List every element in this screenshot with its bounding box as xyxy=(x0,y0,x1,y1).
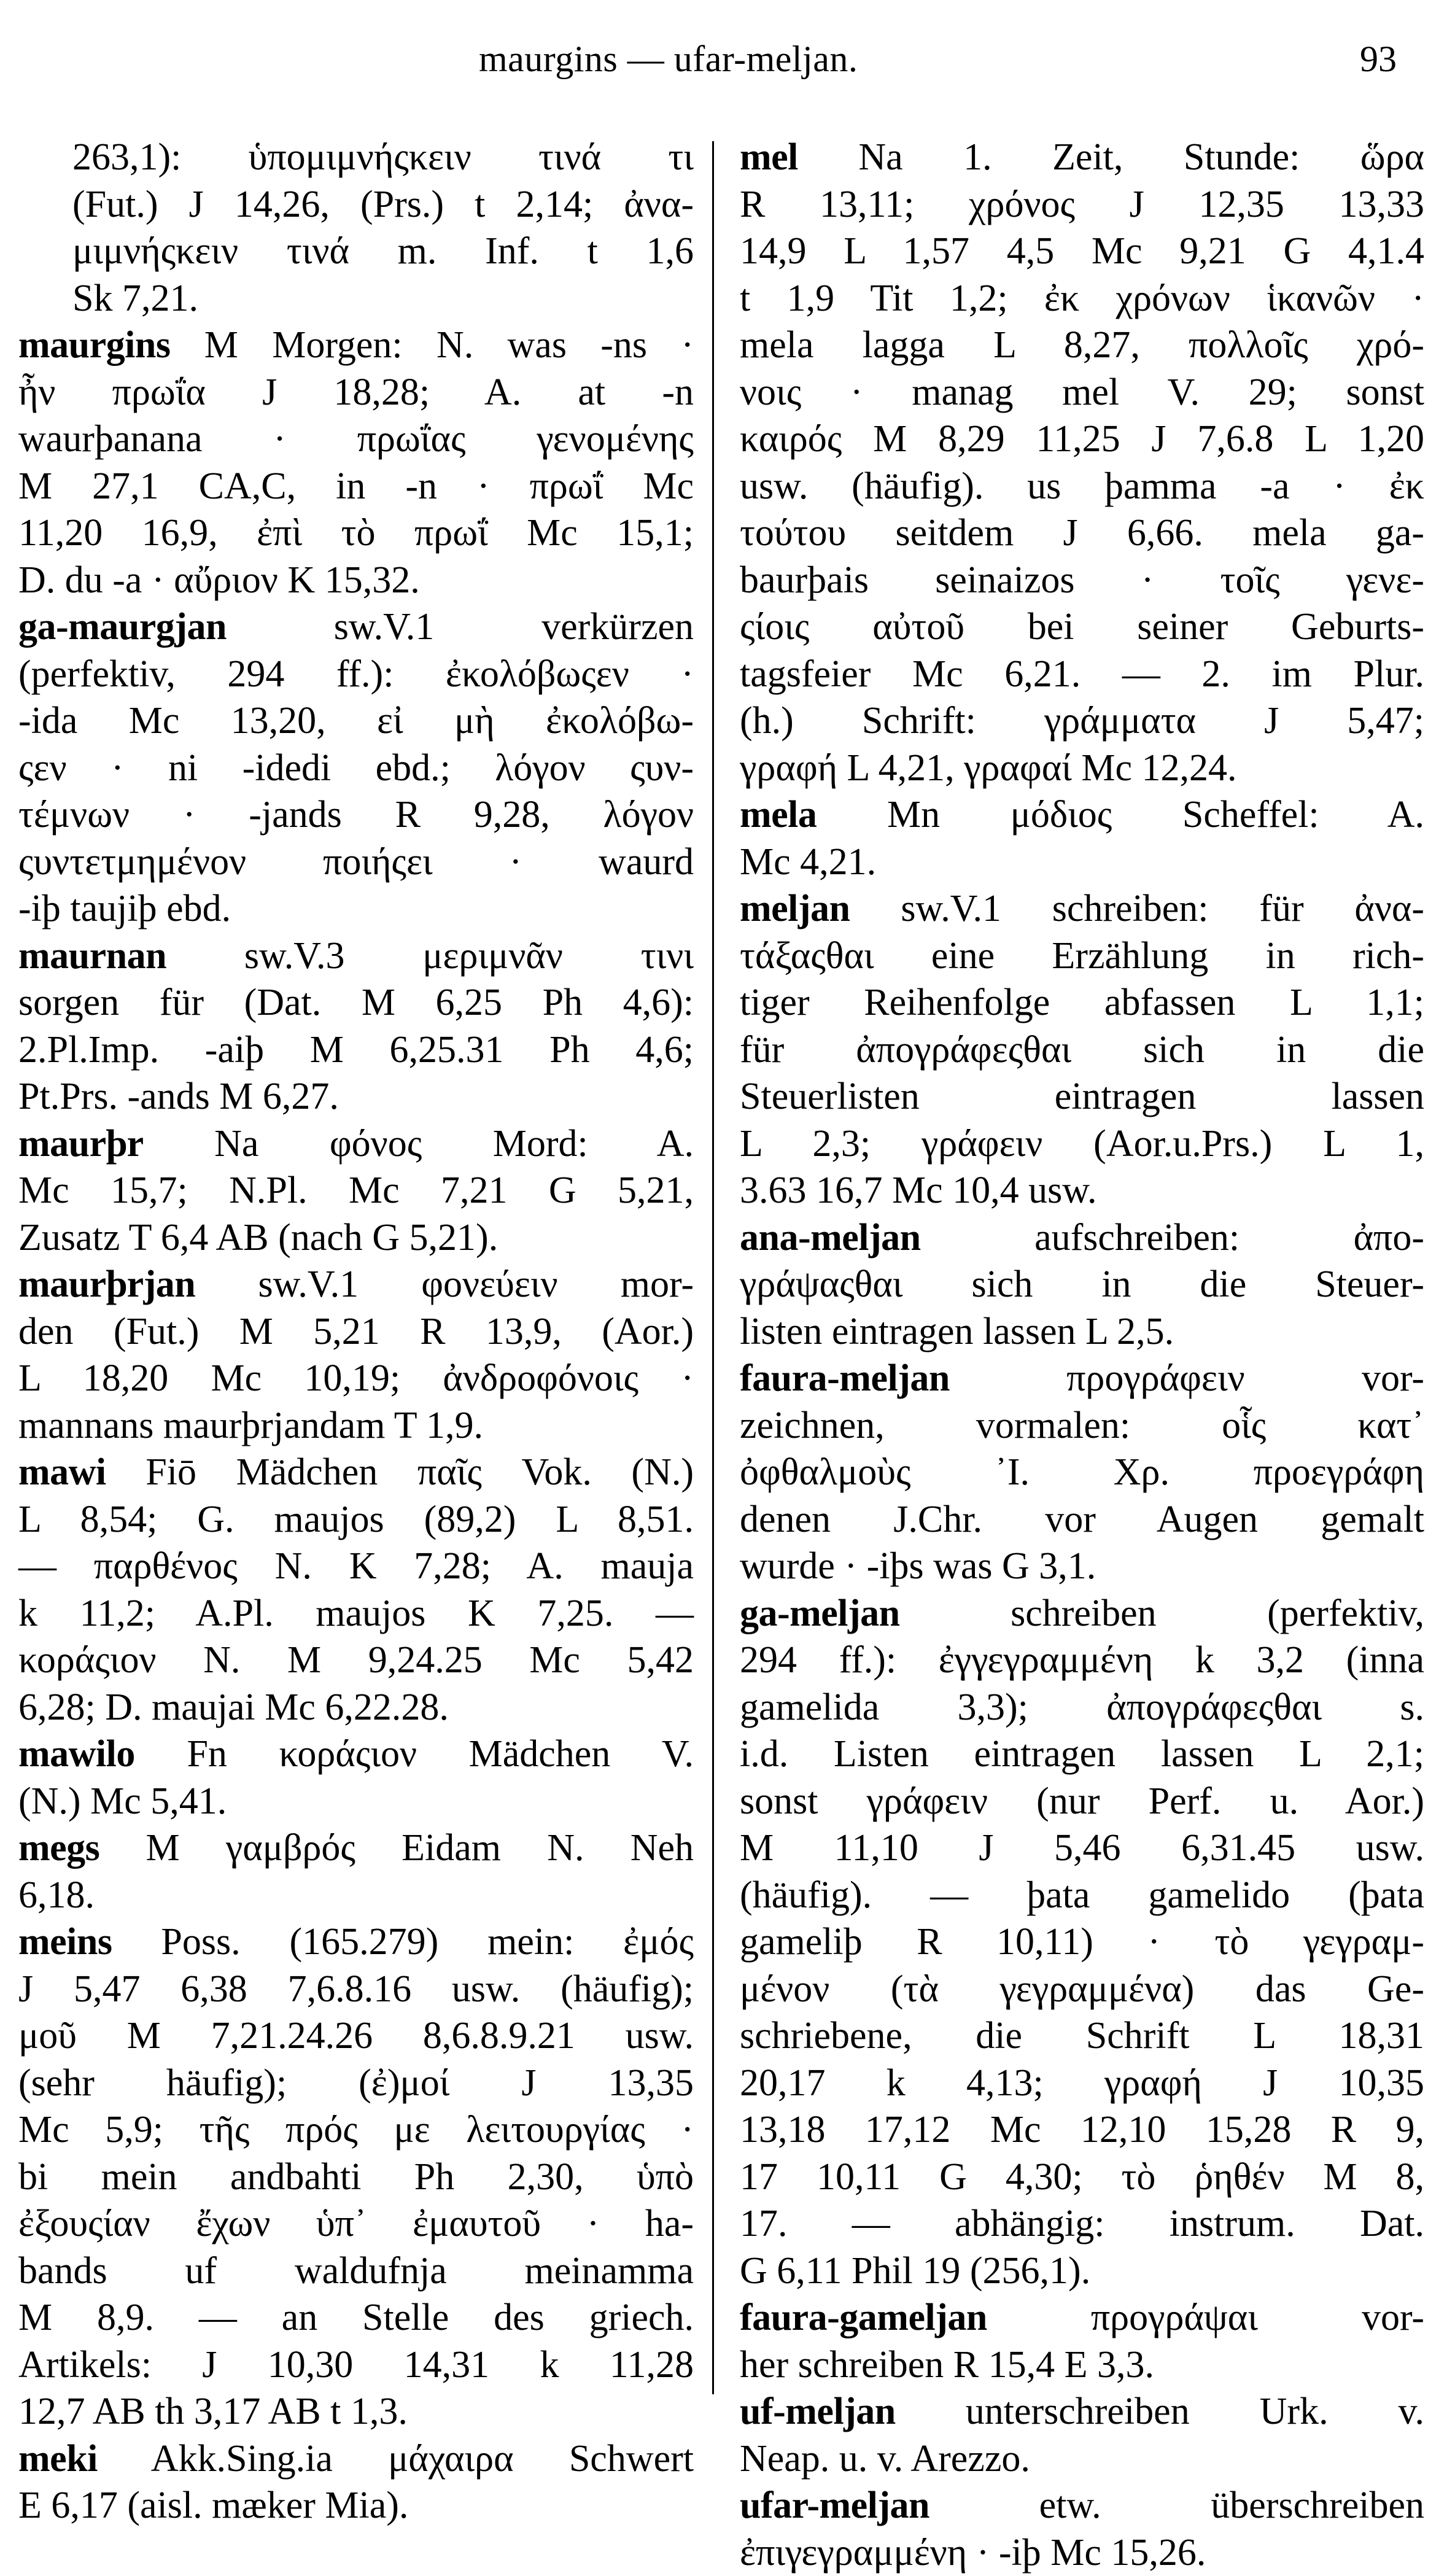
dictionary-entry xyxy=(18,1918,694,2435)
dictionary-entry xyxy=(740,1355,1424,1590)
entry-line: M 27,1 CA,C, in -n · πρωΐ Mc xyxy=(72,463,694,510)
entry-line: ςίοις αὐτοῦ bei seiner Geburts- xyxy=(794,603,1424,651)
dictionary-entry xyxy=(18,1731,694,1825)
entry-line: tagsfeier Mc 6,21. — 2. im Plur. xyxy=(794,651,1424,698)
headword: ga-meljan xyxy=(740,1593,900,1634)
entry-definition-text: προγράψαι vor- xyxy=(1091,2297,1424,2338)
entry-first-line xyxy=(72,603,694,651)
entry-line: ὀφθαλμοὺς ᾽Ι. Χρ. προεγράφη xyxy=(794,1449,1424,1496)
dictionary-entry xyxy=(18,1825,694,1918)
entry-definition-text: Poss. (165.279) mein: ἐμός xyxy=(161,1921,694,1963)
entry-line: τέμνων · -jands R 9,28, λόγον xyxy=(72,791,694,839)
entry-line: G 6,11 Phil 19 (256,1). xyxy=(794,2248,1424,2295)
entry-line: 294 ff.): ἐγγεγραμμένη k 3,2 (inna xyxy=(794,1637,1424,1684)
entry-line: γράψαςθαι sich in die Steuer- xyxy=(794,1261,1424,1308)
entry-line: ἦν πρωΐα J 18,28; A. at -n xyxy=(72,369,694,416)
dictionary-entry xyxy=(18,322,694,603)
entry-line: Artikels: J 10,30 14,31 k 11,28 xyxy=(72,2341,694,2389)
entry-line: t 1,9 Tit 1,2; ἐκ χρόνων ἱκανῶν · xyxy=(794,275,1424,322)
entry-line: mannans maurþrjandam T 1,9. xyxy=(72,1402,694,1449)
headword: faura-gameljan xyxy=(740,2297,987,2338)
entry-line: 2.Pl.Imp. -aiþ M 6,25.31 Ph 4,6; xyxy=(72,1026,694,1074)
headword: mel xyxy=(740,136,798,178)
entry-line: L 2,3; γράφειν (Aor.u.Prs.) L 1, xyxy=(794,1120,1424,1168)
entry-line: 12,7 AB th 3,17 AB t 1,3. xyxy=(72,2388,694,2435)
entry-line: 11,20 16,9, ἐπὶ τὸ πρωΐ Mc 15,1; xyxy=(72,510,694,557)
entry-line: D. du -a · αὔριον K 15,32. xyxy=(72,557,694,604)
entry-line: sorgen für (Dat. M 6,25 Ph 4,6): xyxy=(72,979,694,1026)
entry-line: 6,18. xyxy=(72,1872,694,1919)
entry-line: ςεν · ni -idedi ebd.; λόγον ςυν- xyxy=(72,745,694,792)
entry-definition-text: aufschreiben: ἀπο- xyxy=(1034,1217,1424,1259)
entry-first-line xyxy=(72,1120,694,1168)
entry-line: — παρθένος N. K 7,28; A. mauja xyxy=(72,1543,694,1590)
headword: maurgins xyxy=(18,324,170,366)
dictionary-entry xyxy=(18,134,694,322)
entry-definition-text: etw. überschreiben xyxy=(1039,2485,1424,2526)
dictionary-entry xyxy=(18,2435,694,2529)
entry-line: für ἀπογράφεςθαι sich in die xyxy=(794,1026,1424,1074)
entry-line: μοῦ M 7,21.24.26 8,6.8.9.21 usw. xyxy=(72,2012,694,2060)
right-column xyxy=(740,134,1424,2576)
entry-line: μιμνήςκειν τινά m. Inf. t 1,6 xyxy=(72,228,694,275)
entry-line: Steuerlisten eintragen lassen xyxy=(794,1073,1424,1120)
entry-line: k 11,2; A.Pl. maujos K 7,25. — xyxy=(72,1590,694,1637)
entry-definition-text: Na 1. Zeit, Stunde: ὥρα xyxy=(858,136,1424,178)
dictionary-entry xyxy=(18,1120,694,1262)
entry-first-line xyxy=(72,1449,694,1496)
dictionary-entry xyxy=(740,2388,1424,2482)
entry-definition-text: sw.V.1 verkürzen xyxy=(334,606,694,648)
entry-line: (sehr häufig); (ἐ)μοί J 13,35 xyxy=(72,2060,694,2107)
entry-line: den (Fut.) M 5,21 R 13,9, (Aor.) xyxy=(72,1308,694,1356)
entry-line: (perfektiv, 294 ff.): ἐκολόβωςεν · xyxy=(72,651,694,698)
entry-line: 6,28; D. maujai Mc 6,22.28. xyxy=(72,1684,694,1731)
entry-line: 17 10,11 G 4,30; τὸ ῥηθέν M 8, xyxy=(794,2154,1424,2201)
entry-line: Zusatz T 6,4 AB (nach G 5,21). xyxy=(72,1214,694,1262)
entry-line: gameliþ R 10,11) · τὸ γεγραμ- xyxy=(794,1918,1424,1966)
entry-line: -ida Mc 13,20, εἰ μὴ ἐκολόβω- xyxy=(72,697,694,745)
headword: ga-maurgjan xyxy=(18,606,227,648)
entry-line: waurþanana · πρωΐας γενομένης xyxy=(72,416,694,463)
entry-line: Mc 15,7; N.Pl. Mc 7,21 G 5,21, xyxy=(72,1167,694,1214)
entry-line: καιρός M 8,29 11,25 J 7,6.8 L 1,20 xyxy=(794,416,1424,463)
entry-line: gamelida 3,3); ἀπογράφεςθαι s. xyxy=(794,1684,1424,1731)
entry-line: listen eintragen lassen L 2,5. xyxy=(794,1308,1424,1356)
headword: maurþr xyxy=(18,1123,144,1165)
entry-line: L 8,54; G. maujos (89,2) L 8,51. xyxy=(72,1496,694,1543)
entry-line: 14,9 L 1,57 4,5 Mc 9,21 G 4,1.4 xyxy=(794,228,1424,275)
entry-line: mela lagga L 8,27, πολλοῖς χρό- xyxy=(794,322,1424,369)
entry-line: bands uf waldufnja meinamma xyxy=(72,2248,694,2295)
column-divider xyxy=(712,141,714,2394)
entry-definition-text: Mn μόδιος Scheffel: A. xyxy=(887,794,1424,836)
entry-line: (Fut.) J 14,26, (Prs.) t 2,14; ἀνα- xyxy=(72,181,694,228)
entry-definition-text: sw.V.1 schreiben: für ἀνα- xyxy=(901,888,1424,929)
entry-line: R 13,11; χρόνος J 12,35 13,33 xyxy=(794,181,1424,228)
entry-line: (h.) Schrift: γράμματα J 5,47; xyxy=(794,697,1424,745)
entry-first-line xyxy=(72,933,694,980)
entry-first-line xyxy=(794,1355,1424,1402)
running-title: maurgins — ufar-meljan. xyxy=(479,38,858,80)
entry-line: wurde · -iþs was G 3,1. xyxy=(794,1543,1424,1590)
entry-first-line xyxy=(794,1590,1424,1637)
entry-definition-text: προγράφειν vor- xyxy=(1066,1357,1424,1399)
entry-line: usw. (häufig). us þamma -a · ἐκ xyxy=(794,463,1424,510)
entry-line: 3.63 16,7 Mc 10,4 usw. xyxy=(794,1167,1424,1214)
entry-line: 20,17 k 4,13; γραφή J 10,35 xyxy=(794,2060,1424,2107)
headword: uf-meljan xyxy=(740,2391,896,2432)
entry-definition-text: Fiō Mädchen παῖς Vok. (N.) xyxy=(146,1451,694,1493)
entry-line: 13,18 17,12 Mc 12,10 15,28 R 9, xyxy=(794,2106,1424,2154)
dictionary-entry xyxy=(18,603,694,933)
entry-first-line xyxy=(72,2435,694,2483)
entry-line: zeichnen, vormalen: οἷς κατ᾽ xyxy=(794,1402,1424,1449)
headword: mawilo xyxy=(18,1733,135,1775)
headword: megs xyxy=(18,1827,99,1869)
entry-line: denen J.Chr. vor Augen gemalt xyxy=(794,1496,1424,1543)
entry-line: κοράςιον N. M 9,24.25 Mc 5,42 xyxy=(72,1637,694,1684)
entry-line: J 5,47 6,38 7,6.8.16 usw. (häufig); xyxy=(72,1966,694,2013)
entry-definition-text: M γαμβρός Eidam N. Neh xyxy=(146,1827,694,1869)
entry-line: ςυντετμημένον ποιήςει · waurd xyxy=(72,839,694,886)
dictionary-entry xyxy=(740,134,1424,791)
entry-line: i.d. Listen eintragen lassen L 2,1; xyxy=(794,1731,1424,1778)
entry-line: Neap. u. v. Arezzo. xyxy=(794,2435,1424,2483)
entry-line: Sk 7,21. xyxy=(72,275,694,322)
headword: mawi xyxy=(18,1451,106,1493)
entry-line: bi mein andbahti Ph 2,30, ὑπὸ xyxy=(72,2154,694,2201)
dictionary-entry xyxy=(740,1214,1424,1356)
headword: meins xyxy=(18,1921,112,1963)
entry-line: Mc 5,9; τῆς πρός με λειτουργίας · xyxy=(72,2106,694,2154)
entry-first-line xyxy=(794,885,1424,933)
entry-line: Pt.Prs. -ands M 6,27. xyxy=(72,1073,694,1120)
dictionary-entry xyxy=(18,1449,694,1731)
page-header xyxy=(0,38,1455,93)
entry-first-line xyxy=(72,1825,694,1872)
entry-line: tiger Reihenfolge abfassen L 1,1; xyxy=(794,979,1424,1026)
entry-line: (N.) Mc 5,41. xyxy=(72,1778,694,1825)
entry-definition-text: Fn κοράςιον Mädchen V. xyxy=(187,1733,694,1775)
entry-definition-text: sw.V.1 φονεύειν mor- xyxy=(258,1263,694,1305)
entry-definition-text: Na φόνος Mord: A. xyxy=(214,1123,694,1165)
entry-line: Mc 4,21. xyxy=(794,839,1424,886)
headword: ana-meljan xyxy=(740,1217,921,1259)
headword: faura-meljan xyxy=(740,1357,950,1399)
entry-line: ἐξουςίαν ἔχων ὑπ᾽ ἐμαυτοῦ · ha- xyxy=(72,2200,694,2248)
headword: mela xyxy=(740,794,817,836)
entry-line: 263,1): ὑπομιμνήςκειν τινά τι xyxy=(72,134,694,181)
dictionary-entry xyxy=(18,933,694,1120)
entry-first-line xyxy=(794,2388,1424,2435)
entry-definition-text: unterschreiben Urk. v. xyxy=(966,2391,1424,2432)
dictionary-entry xyxy=(740,2294,1424,2388)
entry-first-line xyxy=(794,1214,1424,1262)
left-column xyxy=(18,134,694,2529)
headword: meki xyxy=(18,2438,98,2480)
entry-first-line xyxy=(72,1261,694,1308)
headword: ufar-meljan xyxy=(740,2485,929,2526)
page-number: 93 xyxy=(1360,38,1397,80)
entry-line: baurþais seinaizos · τοῖς γενε- xyxy=(794,557,1424,604)
dictionary-entry xyxy=(740,885,1424,1214)
entry-line: νοις · manag mel V. 29; sonst xyxy=(794,369,1424,416)
entry-line: E 6,17 (aisl. mæker Mia). xyxy=(72,2482,694,2529)
entry-line: schriebene, die Schrift L 18,31 xyxy=(794,2012,1424,2060)
entry-line: sonst γράφειν (nur Perf. u. Aor.) xyxy=(794,1778,1424,1825)
headword: maurþrjan xyxy=(18,1263,195,1305)
entry-line: (häufig). — þata gamelido (þata xyxy=(794,1872,1424,1919)
dictionary-entry xyxy=(740,791,1424,885)
entry-line: τούτου seitdem J 6,66. mela ga- xyxy=(794,510,1424,557)
entry-definition-text: M Morgen: N. was -ns · xyxy=(204,324,694,366)
entry-line: τάξαςθαι eine Erzählung in rich- xyxy=(794,933,1424,980)
entry-line: her schreiben R 15,4 E 3,3. xyxy=(794,2341,1424,2389)
entry-line: 17. — abhängig: instrum. Dat. xyxy=(794,2200,1424,2248)
entry-line: M 11,10 J 5,46 6,31.45 usw. xyxy=(794,1825,1424,1872)
entry-line: L 18,20 Mc 10,19; ἀνδροφόνοις · xyxy=(72,1355,694,1402)
entry-first-line xyxy=(794,2294,1424,2341)
entry-definition-text: Akk.Sing.ia μάχαιρα Schwert xyxy=(151,2438,694,2480)
entry-line: γραφή L 4,21, γραφαί Mc 12,24. xyxy=(794,745,1424,792)
entry-first-line xyxy=(72,1731,694,1778)
headword: meljan xyxy=(740,888,850,929)
dictionary-entry xyxy=(740,1590,1424,2295)
entry-line: -iþ taujiþ ebd. xyxy=(72,885,694,933)
entry-line: M 8,9. — an Stelle des griech. xyxy=(72,2294,694,2341)
entry-first-line xyxy=(794,134,1424,181)
entry-line: μένον (τὰ γεγραμμένα) das Ge- xyxy=(794,1966,1424,2013)
dictionary-entry xyxy=(740,2482,1424,2576)
headword: maurnan xyxy=(18,935,166,977)
dictionary-entry xyxy=(18,1261,694,1449)
entry-first-line xyxy=(794,2482,1424,2529)
entry-first-line xyxy=(72,1918,694,1966)
entry-line: ἐπιγεγραμμένη · -iþ Mc 15,26. xyxy=(794,2529,1424,2576)
entry-definition-text: sw.V.3 μεριμνᾶν τινι xyxy=(244,935,694,977)
entry-first-line xyxy=(794,791,1424,839)
entry-definition-text: schreiben (perfektiv, xyxy=(1011,1593,1424,1634)
entry-first-line xyxy=(72,322,694,369)
